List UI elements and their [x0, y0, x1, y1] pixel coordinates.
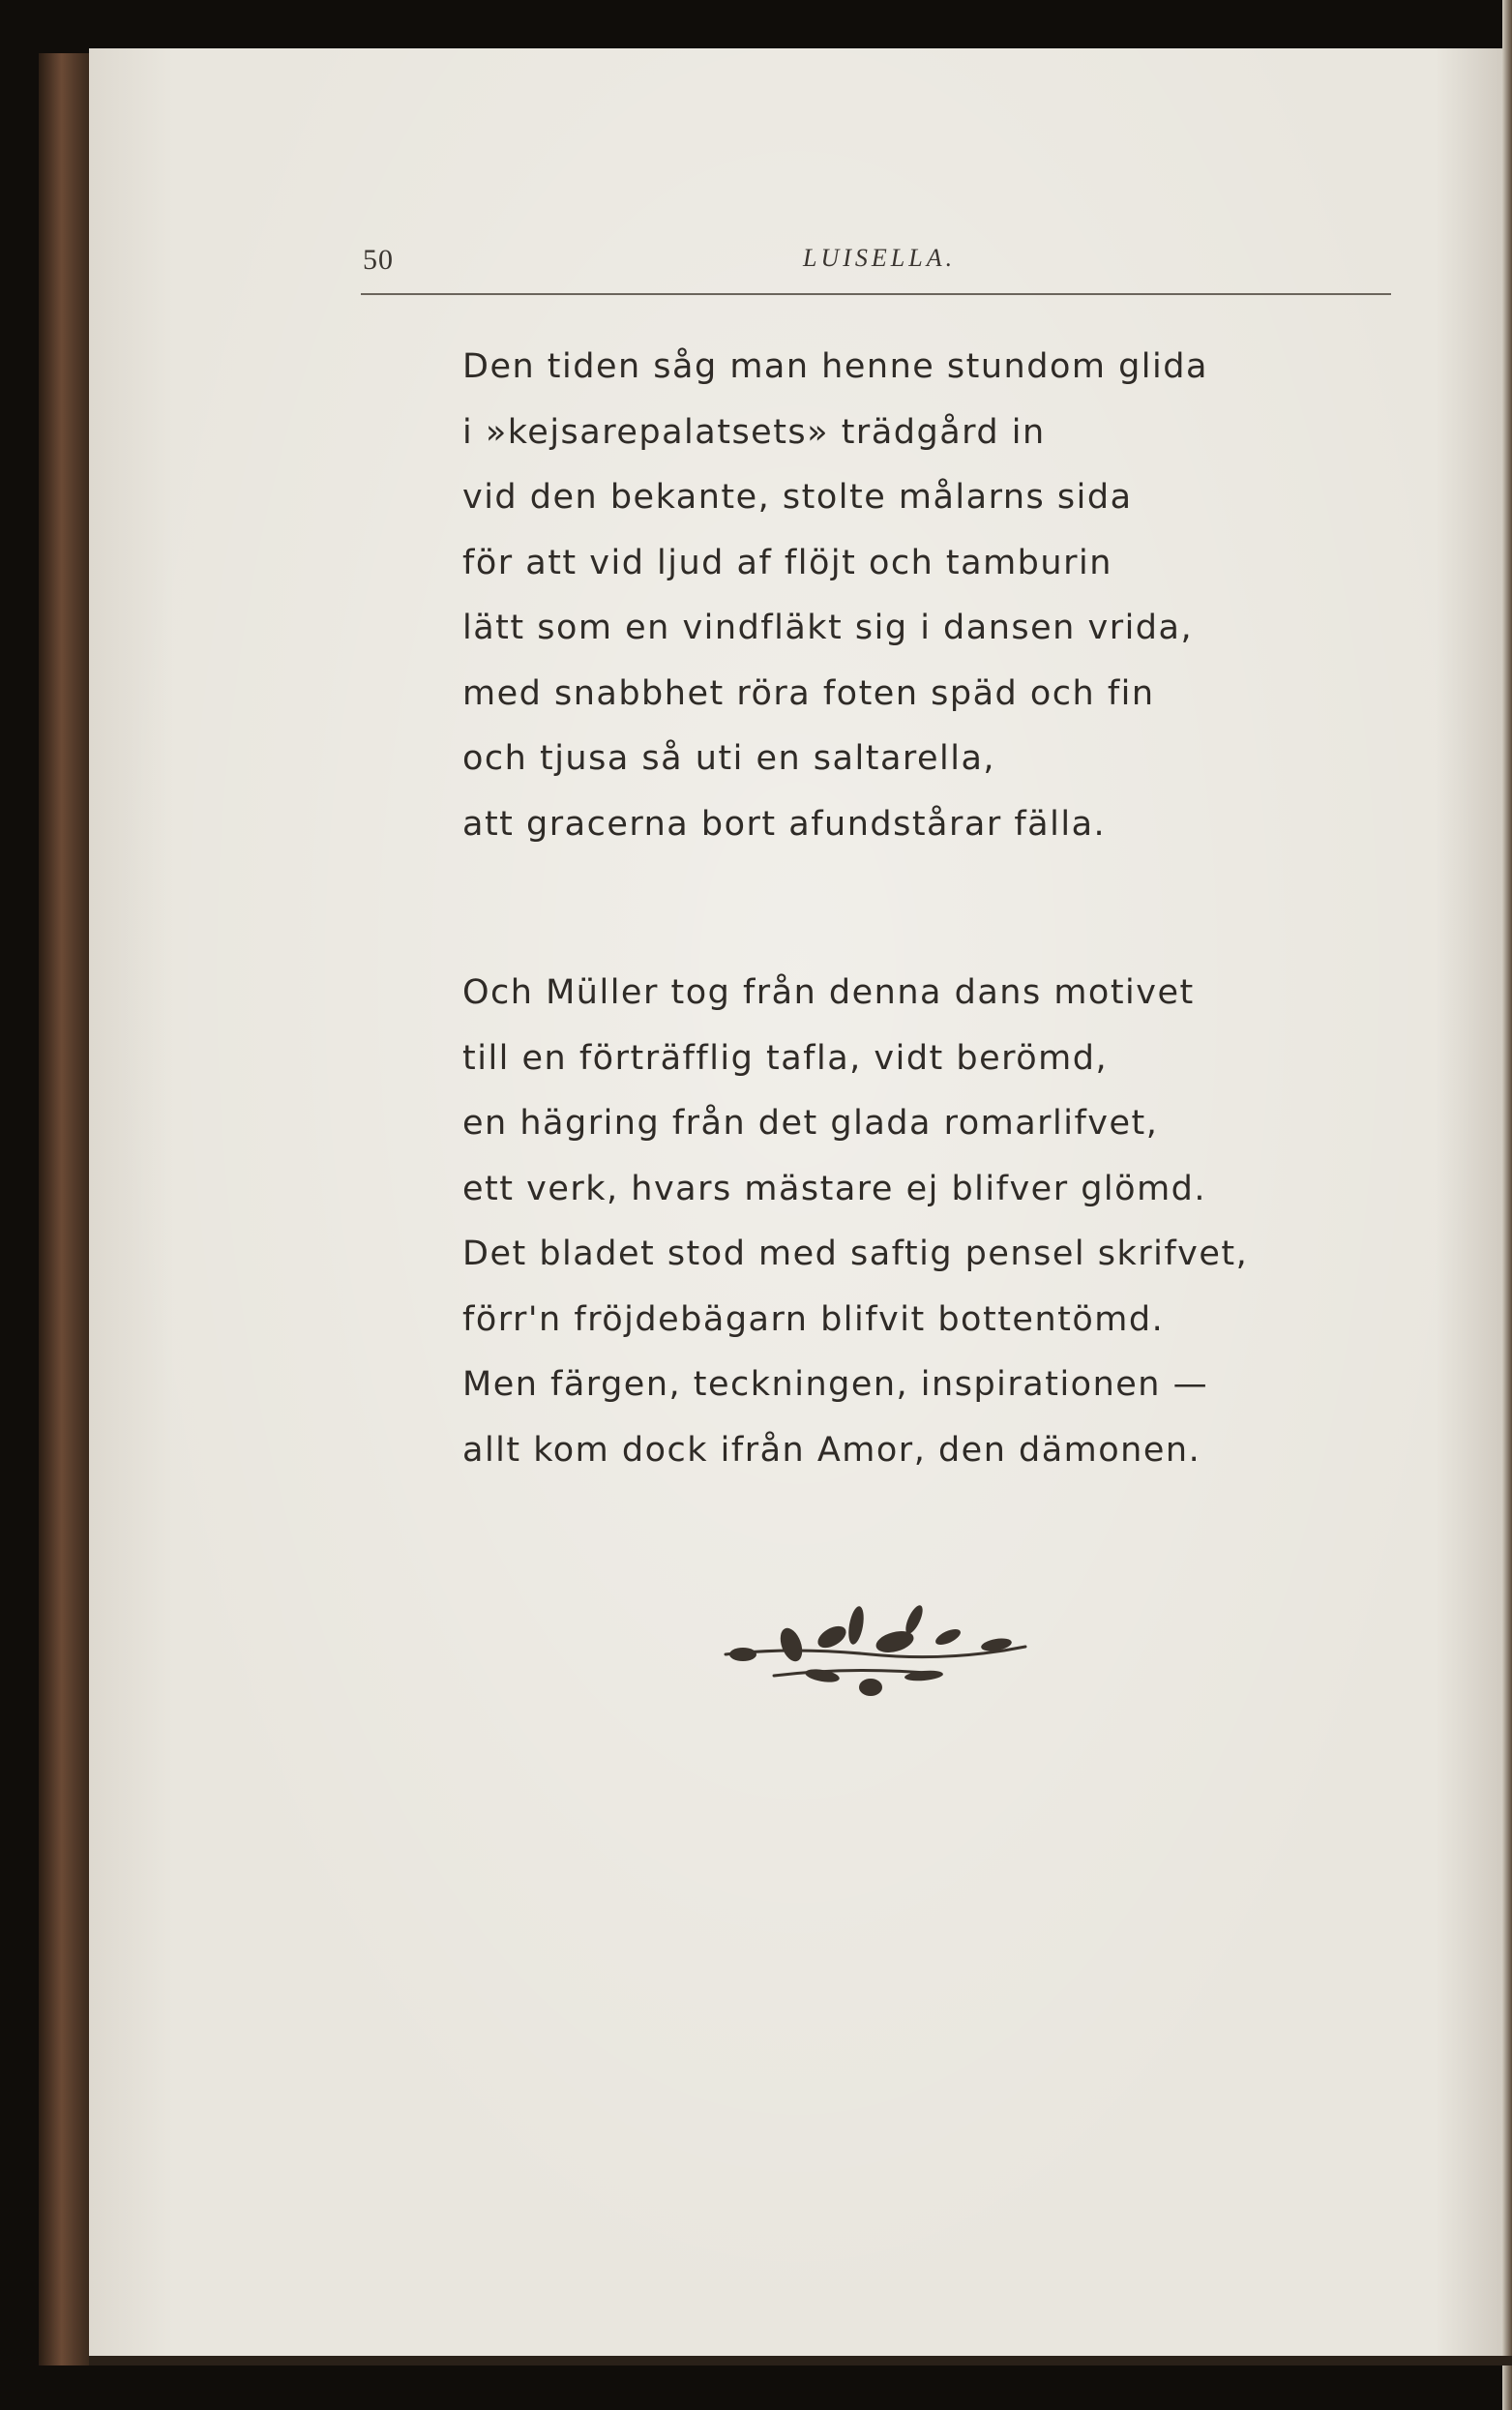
verse-line: att gracerna bort afundstårar fälla. [462, 804, 1107, 844]
page-edge-right [1502, 0, 1512, 2410]
verse-line: för att vid ljud af flöjt och tamburin [462, 543, 1112, 582]
verse-line: och tjusa så uti en saltarella, [462, 739, 996, 778]
stanza-1 [462, 335, 1208, 857]
book-spine [39, 53, 89, 2365]
verse-line: vid den bekante, stolte målarns sida [462, 478, 1133, 517]
page-edge-bottom [89, 2356, 1512, 2365]
verse-line: en hägring från det glada romarlifvet, [462, 1104, 1159, 1143]
verse-line: Det bladet stod med saftig pensel skrifvet, [462, 1235, 1249, 1273]
verse-line: med snabbhet röra foten späd och fin [462, 673, 1155, 713]
verse-line: Den tiden såg man henne stundom glida [462, 347, 1208, 386]
header-rule [361, 293, 1391, 295]
verse-line: Och Müller tog från denna dans motivet [462, 973, 1195, 1012]
verse-line: till en förträfflig tafla, vidt berömd, [462, 1038, 1109, 1078]
verse-line: allt kom dock ifrån Amor, den dämonen. [462, 1430, 1201, 1470]
running-title: LUISELLA. [803, 244, 957, 272]
verse-line: Men färgen, teckningen, inspirationen — [462, 1365, 1209, 1404]
verse-line: i »kejsarepalatsets» trädgård in [462, 412, 1046, 452]
stanza-2 [462, 961, 1248, 1483]
floral-vignette-icon [716, 1598, 1035, 1705]
page-number: 50 [363, 244, 394, 276]
verse-line: ett verk, hvars mästare ej blifver glömd. [462, 1169, 1207, 1208]
verse-line: förr'n fröjdebägarn blifvit bottentömd. [462, 1299, 1165, 1339]
verse-line: lätt som en vindfläkt sig i dansen vrida, [462, 609, 1194, 647]
